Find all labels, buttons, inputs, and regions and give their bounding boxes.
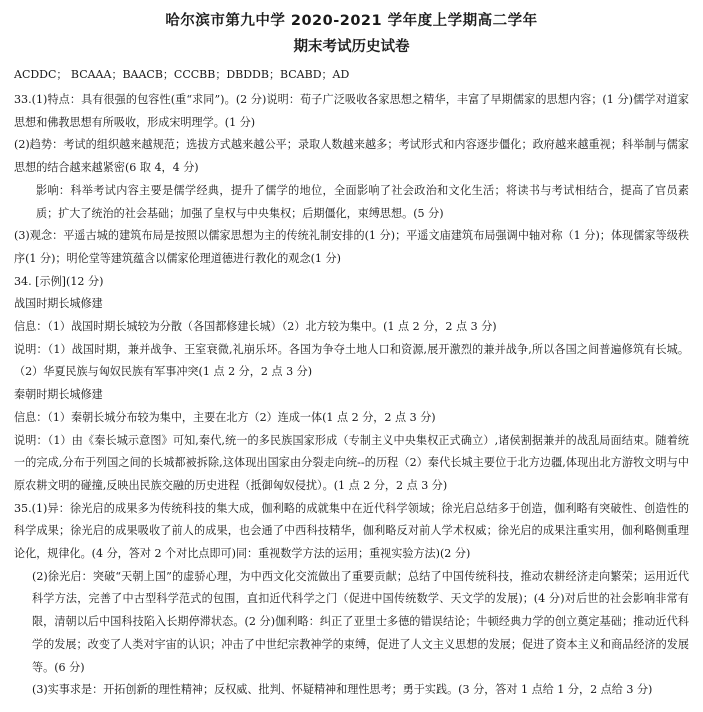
q34-info-2: 信息：（1）秦朝长城分布较为集中，主要在北方（2）连成一体(1 点 2 分，2 点 3 分) <box>14 410 436 424</box>
q34-section-warring-states: 战国时期长城修建 <box>14 297 103 311</box>
page-title: 哈尔滨市第九中学 2020-2021 学年度上学期高二学年 <box>165 13 538 29</box>
q33-part2-trend: (2)趋势：考试的组织越来越规范；选拔方式越来越公平；录取人数越来越多；考试形式和内容逐步僵化；政府越来越重视；科举制与儒家思想的结合越来越紧密(6 取 4，4 分) <box>14 138 689 175</box>
q35-part3: (3)实事求是：开拓创新的理性精神；反权威、批判、怀疑精神和理性思考；勇于实践。(3 分，答对 1 点给 1 分，2 点给 3 分) <box>32 683 653 697</box>
q34-explanation-1: 说明：（1）战国时期，兼并战争、王室衰微,礼崩乐坏。各国为争夺土地人口和资源,展开激烈的兼并战争,所以各国之间普遍修筑有长城。（2）华夏民族与匈奴民族有军事冲突(1 点 2 分，2 点 3 分) <box>14 342 689 379</box>
q35-part1: 35.(1)异：徐光启的成果多为传统科技的集大成，伽利略的成就集中在近代科学领域；徐光启总结多于创造，伽利略有突破性、创造性的科学成果；徐光启的成果吸收了前人的成果，也会通了中西科技精华，伽利略反对前人学术权威；徐光启的成果注重实用，伽利略侧重理论化，规律化。(4 分，答对 2 个对比点即可)同：重视数学方法的运用；重视实验方法)(2 分) <box>14 501 689 561</box>
q34-explanation-2: 说明：（1）由《秦长城示意图》可知,秦代,统一的多民族国家形成（专制主义中央集权正式确立）,诸侯割据兼并的战乱局面结束。随着统一的完成,分布于列国之间的长城都被拆除,这体现出国家由分裂走向统--的历程（2）秦代长城主要位于北方边疆,体现出北方游牧文明与中原农耕文明的碰撞,反映出民族交融的历史进程（抵御匈奴侵扰）。(1 点 2 分，2 点 3 分) <box>14 433 689 492</box>
q34-heading: 34. [示例](12 分) <box>14 274 104 288</box>
q34-info-1: 信息：（1）战国时期长城较为分散（各国都修建长城）（2）北方较为集中。(1 点 2 分，2 点 3 分) <box>14 320 497 334</box>
q33-part1: 33.(1)特点：具有很强的包容性(重“求同”)。(2 分)说明：荀子广泛吸收各家思想之精华，丰富了早期儒家的思想内容；(1 分)儒学对道家思想和佛教思想有所吸收，形成宋明理学。(1 分) <box>14 93 689 129</box>
page-subtitle: 期末考试历史试卷 <box>293 39 410 55</box>
q34-section-qin: 秦朝时期长城修建 <box>14 388 103 402</box>
q35-part2: (2)徐光启：突破“天朝上国”的虚骄心理，为中西文化交流做出了重要贡献；总结了中国传统科技，推动农耕经济走向繁荣；运用近代科学方法，完善了中古型科学范式的包围，直扣近代科学之门（促进中国传统数学、天文学的发展)；(4 分)对后世的社会影响非常有限，清朝以后中国科技陷入长期停滞状态。(2 分)伽利略：纠正了亚里士多德的错误结论；牛顿经典力学的创立奠定基础；推动近代科学的发展；改变了人类对宇宙的认识；冲击了中世纪宗教神学的束缚，促进了人文主义思想的发展；促进了资本主义和商品经济的发展等。(6 分) <box>32 569 689 674</box>
multiple-choice-answers: ACDDC； BCAAA；BAACB；CCCBB；DBDDB；BCABD；AD <box>14 68 350 81</box>
q33-part2-impact: 影响：科举考试内容主要是儒学经典，提升了儒学的地位，全面影响了社会政治和文化生活；将读书与考试相结合，提高了官员素质；扩大了统治的社会基础；加强了皇权与中央集权；后期僵化，束缚思想。(5 分) <box>36 183 689 220</box>
q33-part3: (3)观念：平遥古城的建筑布局是按照以儒家思想为主的传统礼制安排的(1 分)；平遥文庙建筑布局强调中轴对称（1 分)；体现儒家等级秩序(1 分)；明伦堂等建筑蕴含以儒家伦理道德进行教化的观念(1 分) <box>14 229 689 265</box>
